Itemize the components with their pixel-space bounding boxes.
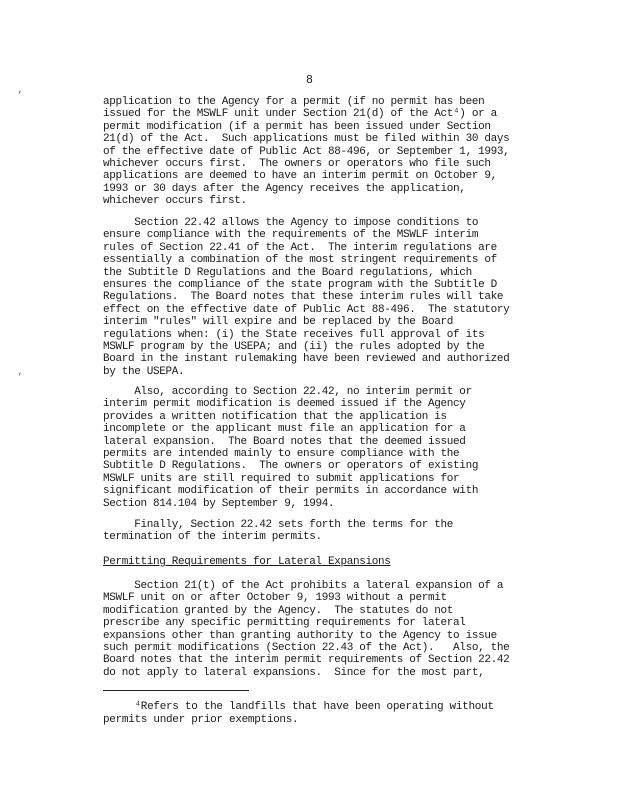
footnote-divider	[103, 690, 249, 691]
paragraph-4: Finally, Section 22.42 sets forth the terms for the termination of the interim permits.	[103, 519, 454, 544]
margin-mark: ,	[18, 86, 23, 95]
footnote: ⁴Refers to the landfills that have been operating without permits under prior exemptions.	[103, 701, 494, 726]
margin-mark: ,	[18, 368, 23, 377]
section-heading: Permitting Requirements for Lateral Expansions	[103, 556, 391, 568]
paragraph-3: Also, according to Section 22.42, no interim permit or interim permit modification is deemed issued if the Agency provides a written notification that the application is incomplete or the applicant must file an application for a lateral expansion. The Board notes that the deemed issued permits are intended mainly to ensure compliance with the Subtitle D Regulations. The owners or operators of existing MSWLF units are still required to submit applications for significant modification of their permits in accordance with Section 814.104 by September 9, 1994.	[103, 386, 479, 510]
paragraph-1: application to the Agency for a permit (if no permit has been issued for the MSWLF unit under Section 21(d) of the Act⁴) or a permit modification (if a permit has been issued under Section 21(d) of the Act. Such applications must be filed within 30 days of the effective date of Public Act 88-496, or September 1, 1993, whichever occurs first. The owners or operators who file such applications are deemed to have an interim permit on October 9, 1993 or 30 days after the Agency receives the application, whichever occurs first.	[103, 96, 510, 208]
paragraph-5: Section 21(t) of the Act prohibits a lateral expansion of a MSWLF unit on or after October 9, 1993 without a permit modification granted by the Agency. The statutes do not prescribe any specific permitting requirements for lateral expansions other than granting authority to the Agency to issue such permit modifications (Section 22.43 of the Act). Also, the Board notes that the interim permit requirements of Section 22.42 do not apply to lateral expansions. Since for the most part,	[103, 580, 510, 679]
page-number: 8	[306, 74, 313, 87]
paragraph-2: Section 22.42 allows the Agency to impose conditions to ensure compliance with the requirements of the MSWLF interim rules of Section 22.41 of the Act. The interim regulations are essentially a combination of the most stringent requirements of the Subtitle D Regulations and the Board regulations, which ensures the compliance of the state program with the Subtitle D Regulations. The Board notes that these interim rules will take effect on the effective date of Public Act 88-496. The statutory interim "rules" will expire and be replaced by the Board regulations when: (i) the State receives full approval of its MSWLF program by the USEPA; and (ii) the rules adopted by the Board in the instant rulemaking have been reviewed and authorized by the USEPA.	[103, 217, 510, 378]
